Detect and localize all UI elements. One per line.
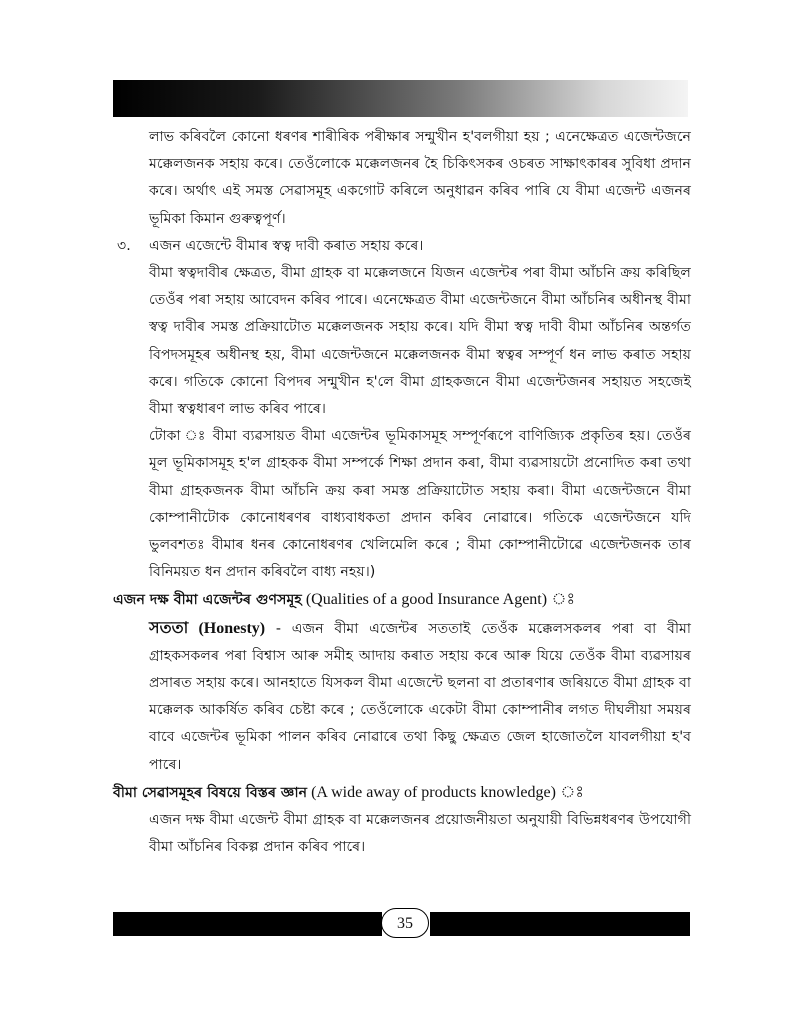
heading2-english: (A wide away of products knowledge) ঃ <box>307 783 584 801</box>
header-gradient-bar <box>113 80 688 117</box>
paragraph-knowledge: এজন দক্ষ বীমা এজেন্ট বীমা গ্ৰাহক বা মক্কেলজনৰ প্ৰয়োজনীয়তা অনুযায়ী বিভিন্নধৰণৰ উপযোগী বীমা আঁচনিৰ বিকল্প প্ৰদান কৰিব পাৰে। <box>149 812 691 856</box>
page-body <box>113 124 691 861</box>
paragraph-honesty <box>113 615 691 779</box>
footer-bar-right <box>430 912 690 936</box>
footer-bar-left <box>113 912 382 936</box>
heading2-assamese: বীমা সেৱাসমূহৰ বিষয়ে বিস্তৰ জ্ঞান <box>113 784 308 801</box>
section-heading-knowledge <box>113 779 691 807</box>
section-heading-qualities <box>113 586 691 614</box>
heading-assamese: এজন দক্ষ বীমা এজেন্টৰ গুণসমূহ <box>113 592 302 609</box>
paragraph-note: টোকা ঃ বীমা ব্যৱসায়ত বীমা এজেন্টৰ ভূমিকাসমূহ সম্পূৰ্ণৰূপে বাণিজ্যিক প্ৰকৃতিৰ হয়। তেওঁৰ মূল ভূমিকাসমূহ হ'ল গ্ৰাহকক বীমা সম্পৰ্কে শিক্ষা প্ৰদান কৰা, বীমা ব্যৱসায়টো প্ৰনোদিত কৰা তথা বীমা গ্ৰাহকজনক বীমা আঁচনি ক্ৰয় কৰা সমস্ত প্ৰক্ৰিয়াটোত সহায় কৰা। বীমা এজেন্টজনে বীমা কোম্পানীটোক কোনোধৰণৰ বাধ্যবাধকতা প্ৰদান কৰিব নোৱাৰে। গতিকে এজেন্টজনে যদি ভুলবশতঃ বীমাৰ ধনৰ কোনোধৰণৰ খেলিমেলি কৰে ; বীমা কোম্পানীটোৱে এজেন্টজনক তাৰ বিনিময়ত ধন প্ৰদান কৰিবলৈ বাধ্য নহয়।) <box>149 428 691 581</box>
honesty-text: - এজন বীমা এজেন্টৰ সততাই তেওঁক মক্কেলসকলৰ পৰা বা বীমা গ্ৰাহকসকলৰ পৰা বিশ্বাস আৰু সমীহ আদায় কৰাত সহায় কৰে আৰু যিয়ে তেওঁক বীমা ব্যৱসায়ৰ প্ৰসাৰত সহায় কৰে। আনহাতে যিসকল বীমা এজেন্টে ছলনা বা প্ৰতাৰণাৰ জৰিয়তে বীমা গ্ৰাহক বা মক্কেলক আকৰ্ষিত কৰিব চেষ্টা কৰে ; তেওঁলোকে একেটা বীমা কোম্পানীৰ লগত দীঘলীয়া সময়ৰ বাবে এজেন্টৰ ভূমিকা পালন কৰিব নোৱাৰে তথা কিছু ক্ষেত্ৰত জেল হাজোতলৈ যাবলগীয়া হ'ব পাৰে। <box>149 620 691 773</box>
item-number: ৩. <box>117 237 131 254</box>
numbered-item-3 <box>113 233 691 260</box>
heading-english: (Qualities of a good Insurance Agent) ঃ <box>301 591 576 609</box>
paragraph-intro-continued: লাভ কৰিবলৈ কোনো ধৰণৰ শাৰীৰিক পৰীক্ষাৰ সন্মুখীন হ'বলগীয়া হয় ; এনেক্ষেত্ৰত এজেন্টজনে মক্কেলজনক সহায় কৰে। তেওঁলোকে মক্কেলজনৰ হৈ চিকিৎসকৰ ওচৰত সাক্ষাৎকাৰৰ সুবিধা প্ৰদান কৰে। অৰ্থাৎ এই সমস্ত সেৱাসমূহ একগোট কৰিলে অনুধাৱন কৰিব পাৰি যে বীমা এজেন্ট এজনৰ ভূমিকা কিমান গুৰুত্বপূৰ্ণ। <box>149 129 691 227</box>
paragraph-claim-assistance: বীমা স্বত্বদাবীৰ ক্ষেত্ৰত, বীমা গ্ৰাহক বা মক্কেলজনে যিজন এজেন্টৰ পৰা বীমা আঁচনি ক্ৰয় কৰিছিল তেওঁৰ পৰা সহায় আবেদন কৰিব পাৰে। এনেক্ষেত্ৰত বীমা এজেন্টজনে বীমা আঁচনিৰ অধীনস্থ বীমা স্বত্ব দাবীৰ সমস্ত প্ৰক্ৰিয়াটোত মক্কেলজনক সহায় কৰে। যদি বীমা স্বত্ব দাবী বীমা আঁচনিৰ অন্তৰ্গত বিপদসমূহৰ অধীনস্থ হয়, বীমা এজেন্টজনে মক্কেলজনক বীমা স্বত্বৰ সম্পূৰ্ণ ধন লাভ কৰাত সহায় কৰে। গতিকে কোনো বিপদৰ সন্মুখীন হ'লে বীমা গ্ৰাহকজনে বীমা এজেন্টজনৰ সহায়ত সহজেই বীমা স্বত্বধাৰণ লাভ কৰিব পাৰে। <box>149 265 691 418</box>
page-number: 35 <box>381 908 429 938</box>
honesty-term-text: সততা (Honesty) <box>149 619 266 637</box>
honesty-term <box>149 621 265 637</box>
item-text: এজন এজেন্টে বীমাৰ স্বত্ব দাবী কৰাত সহায় কৰে। <box>149 237 424 254</box>
